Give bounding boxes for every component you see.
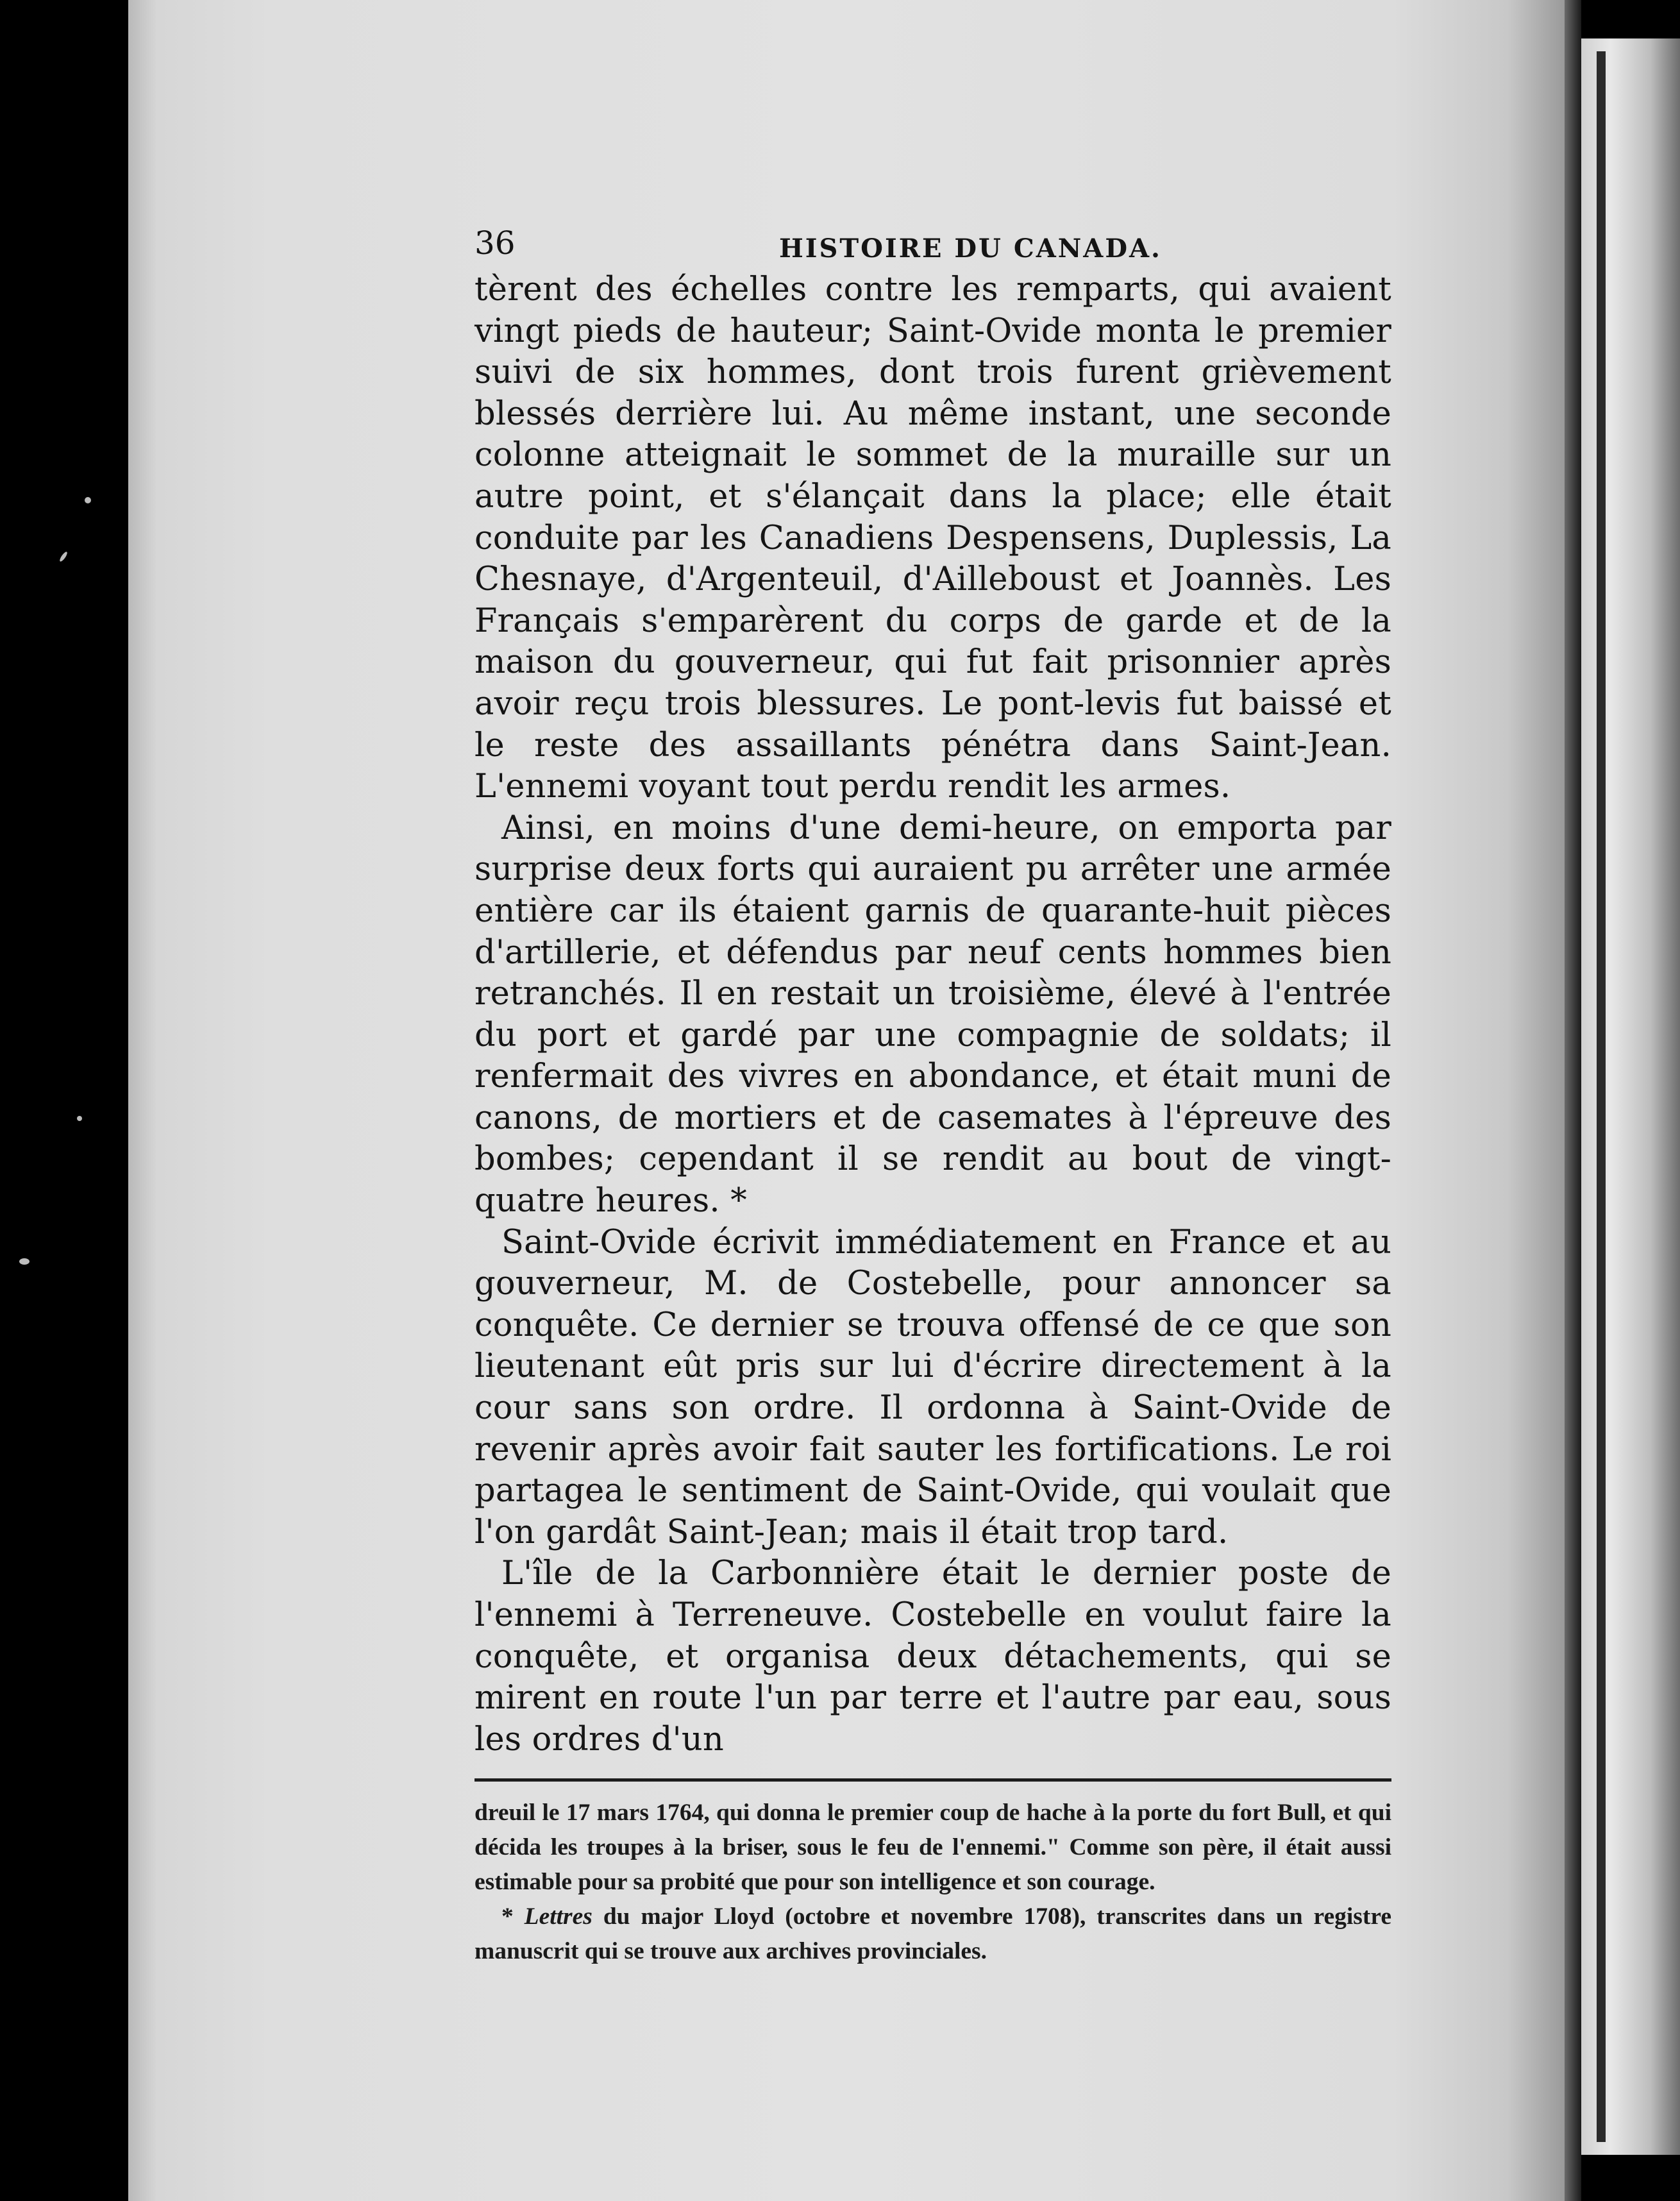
footnote-continued: dreuil le 17 mars 1764, qui donna le premier coup de hache à la porte du fort Bull, et qui décida les troupes à la briser, sous le feu de l'ennemi." Comme son père, il était aussi estimable pour sa probité que pour son intelligence et son courage.: [475, 1800, 1391, 1896]
paragraph: Saint-Ovide écrivit immédiatement en France et au gouverneur, M. de Costebelle, pour annoncer sa conquête. Ce dernier se trouva offensé de ce que son lieutenant eût pris sur lui d'écrire directement à la cour sans son ordre. Il ordonna à Saint-Ovide de revenir après avoir fait sauter les fortifications. Le roi partagea le sentiment de Saint-Ovide, qui voulait que l'on gardât Saint-Jean; mais il était trop tard.: [475, 1223, 1391, 1551]
footnote-italic-title: Lettres: [524, 1903, 592, 1930]
page-text-block: [475, 212, 1391, 1969]
page-number: 36: [475, 224, 516, 262]
dust-speck: [77, 1116, 82, 1121]
running-title: HISTOIRE DU CANADA.: [779, 233, 1162, 264]
dust-speck: [85, 497, 91, 503]
footnotes: [475, 1796, 1391, 1969]
page-header: [475, 212, 1391, 269]
footnote-marker: *: [501, 1903, 514, 1930]
paragraph: L'île de la Carbonnière était le dernier poste de l'ennemi à Terreneuve. Costebelle en voulut faire la conquête, et organisa deux détachements, qui se mirent en route l'un par terre et l'autre par eau, sous les ordres d'un: [475, 1555, 1391, 1758]
body-text: [475, 269, 1391, 1760]
dust-speck: [58, 551, 68, 562]
footnote-text: du major Lloyd (octobre et novembre 1708), transcrites dans un registre manuscrit qui se trouve aux archives provinciales.: [475, 1903, 1392, 1965]
adjacent-page-fold: [1597, 51, 1606, 2142]
page-gutter-shadow: [1565, 0, 1581, 2201]
dust-speck: [19, 1258, 29, 1265]
footnote-rule: [475, 1778, 1391, 1782]
paragraph: tèrent des échelles contre les remparts, qui avaient vingt pieds de hauteur; Saint-Ovide monta le premier suivi de six hommes, dont trois furent grièvement blessés derrière lui. Au même instant, une seconde colonne atteignait le sommet de la muraille sur un autre point, et s'élançait dans la place; elle était conduite par les Canadiens Despensens, Duplessis, La Chesnaye, d'Argenteuil, d'Ailleboust et Joannès. Les Français s'emparèrent du corps de garde et de la maison du gouverneur, qui fut fait prisonnier après avoir reçu trois blessures. Le pont-levis fut baissé et le reste des assaillants pénétra dans Saint-Jean. L'ennemi voyant tout perdu rendit les armes.: [475, 271, 1391, 806]
paragraph: Ainsi, en moins d'une demi-heure, on emporta par surprise deux forts qui auraient pu arrêter une armée entière car ils étaient garnis de quarante-huit pièces d'artillerie, et défendus par neuf cents hommes bien retranchés. Il en restait un troisième, élevé à l'entrée du port et gardé par une compagnie de soldats; il renfermait des vivres en abondance, et était muni de canons, de mortiers et de casemates à l'épreuve des bombes; cependant il se rendit au bout de vingt-quatre heures. *: [475, 809, 1391, 1220]
footnote-star: [475, 1900, 1391, 1969]
